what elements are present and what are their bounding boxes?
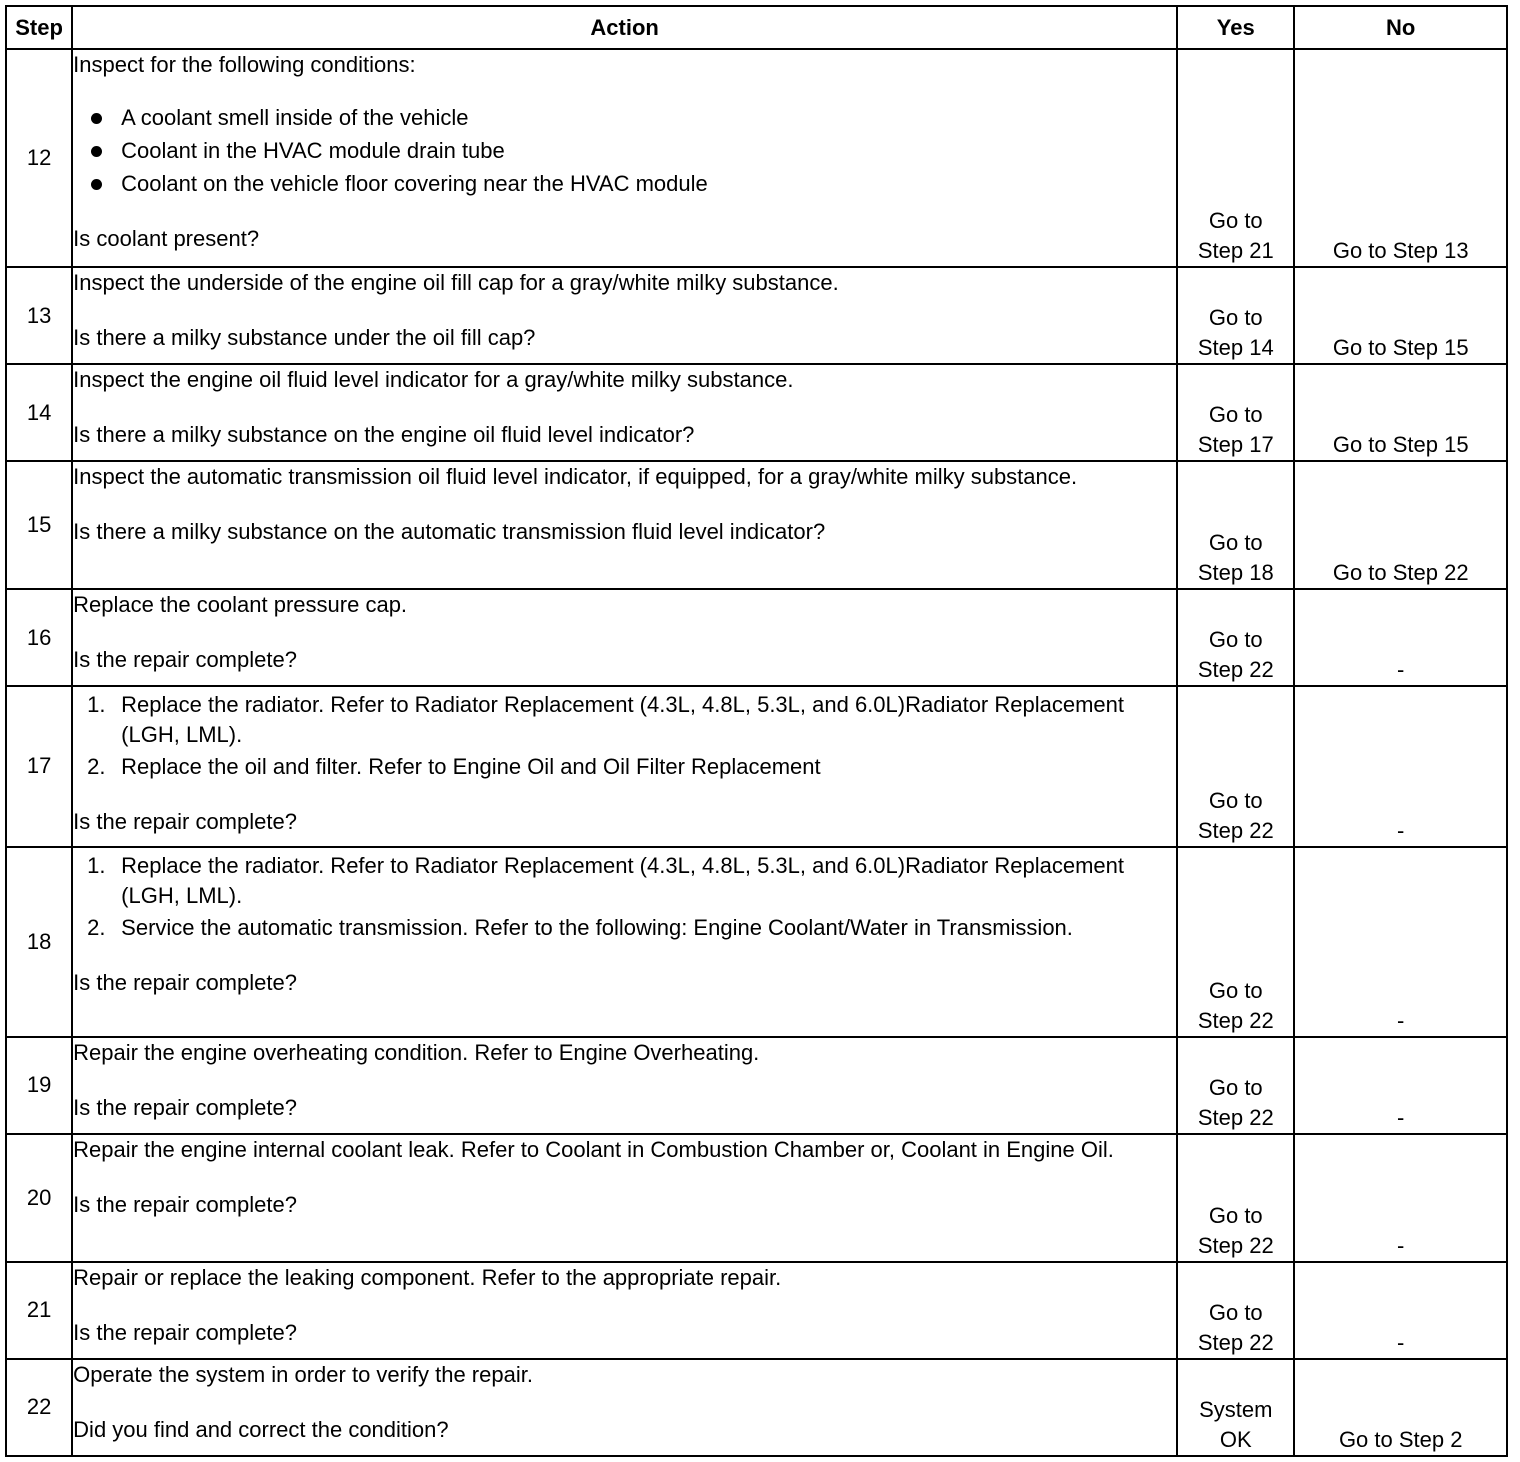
action-question: Is there a milky substance on the automatic transmission fluid level indicator? xyxy=(73,519,826,545)
yes-cell: Go to Step 22 xyxy=(1177,847,1294,1037)
table-row xyxy=(6,589,1507,686)
yes-cell: Go to Step 21 xyxy=(1177,49,1294,267)
numbered-list xyxy=(73,690,1176,782)
action-cell xyxy=(72,461,1177,589)
table-row xyxy=(6,461,1507,589)
no-cell: - xyxy=(1294,1037,1507,1134)
action-text: Inspect for the following conditions: xyxy=(73,52,416,77)
action-question: Is the repair complete? xyxy=(73,969,297,995)
no-cell: Go to Step 2 xyxy=(1294,1359,1507,1456)
bullet-icon xyxy=(91,146,102,157)
step-number: 17 xyxy=(6,686,72,846)
table-row xyxy=(6,1359,1507,1456)
no-cell: - xyxy=(1294,686,1507,846)
bullet-icon xyxy=(91,113,102,124)
action-question: Is the repair complete? xyxy=(73,809,297,835)
action-cell xyxy=(72,1359,1177,1456)
list-item: 2. Service the automatic transmission. Refer to the following: Engine Coolant/Water in Transmission. xyxy=(87,914,1073,940)
table-row xyxy=(6,1134,1507,1262)
no-cell: Go to Step 13 xyxy=(1294,49,1507,267)
action-text: Inspect the underside of the engine oil fill cap for a gray/white milky substance. xyxy=(73,270,839,296)
action-text: Repair or replace the leaking component. Refer to the appropriate repair. xyxy=(73,1264,782,1290)
table-row xyxy=(6,364,1507,461)
action-question: Is there a milky substance under the oil fill cap? xyxy=(73,325,536,351)
list-item: 1. Replace the radiator. Refer to Radiator Replacement (4.3L, 4.8L, 5.3L, and 6.0L)Radiator Replacement (LGH, LML). xyxy=(87,692,1124,748)
list-item: Coolant on the vehicle floor covering near the HVAC module xyxy=(73,169,1176,199)
yes-cell: Go to Step 14 xyxy=(1177,267,1294,364)
action-text: Inspect the automatic transmission oil fluid level indicator, if equipped, for a gray/white milky substance. xyxy=(73,464,1078,490)
header-action: Action xyxy=(72,6,1177,49)
action-text: Repair the engine overheating condition. Refer to Engine Overheating. xyxy=(73,1039,760,1065)
action-cell xyxy=(72,1134,1177,1262)
list-item: 2. Replace the oil and filter. Refer to Engine Oil and Oil Filter Replacement xyxy=(87,754,821,780)
action-text: Replace the coolant pressure cap. xyxy=(73,592,408,618)
action-question: Is the repair complete? xyxy=(73,1319,297,1345)
list-item: A coolant smell inside of the vehicle xyxy=(73,103,1176,133)
action-cell xyxy=(72,364,1177,461)
table-row xyxy=(6,847,1507,1037)
table-row xyxy=(6,1037,1507,1134)
yes-cell: Go to Step 22 xyxy=(1177,1262,1294,1359)
header-yes: Yes xyxy=(1177,6,1294,49)
action-question: Is coolant present? xyxy=(73,226,260,251)
action-question: Is the repair complete? xyxy=(73,1094,297,1120)
table-row xyxy=(6,686,1507,846)
action-question: Is there a milky substance on the engine oil fluid level indicator? xyxy=(73,422,695,448)
table-row xyxy=(6,267,1507,364)
yes-cell: System OK xyxy=(1177,1359,1294,1456)
list-item: 1. Replace the radiator. Refer to Radiator Replacement (4.3L, 4.8L, 5.3L, and 6.0L)Radiator Replacement (LGH, LML). xyxy=(87,852,1124,908)
action-text: Inspect the engine oil fluid level indicator for a gray/white milky substance. xyxy=(73,367,794,393)
header-no: No xyxy=(1294,6,1507,49)
action-question: Did you find and correct the condition? xyxy=(73,1416,449,1442)
no-cell: - xyxy=(1294,1262,1507,1359)
condition-list xyxy=(73,103,1176,199)
table-row xyxy=(6,49,1507,267)
action-cell xyxy=(72,1262,1177,1359)
yes-cell: Go to Step 22 xyxy=(1177,1037,1294,1134)
header-row xyxy=(6,6,1507,49)
step-number: 14 xyxy=(6,364,72,461)
no-cell: Go to Step 22 xyxy=(1294,461,1507,589)
action-cell xyxy=(72,847,1177,1037)
table-row xyxy=(6,1262,1507,1359)
step-number: 16 xyxy=(6,589,72,686)
action-cell xyxy=(72,686,1177,846)
action-cell xyxy=(72,1037,1177,1134)
step-number: 15 xyxy=(6,461,72,589)
step-number: 19 xyxy=(6,1037,72,1134)
step-number: 12 xyxy=(6,49,72,267)
action-question: Is the repair complete? xyxy=(73,647,297,673)
step-number: 13 xyxy=(6,267,72,364)
step-number: 20 xyxy=(6,1134,72,1262)
no-cell: - xyxy=(1294,847,1507,1037)
no-cell: Go to Step 15 xyxy=(1294,267,1507,364)
no-cell: - xyxy=(1294,589,1507,686)
action-cell xyxy=(72,589,1177,686)
action-cell xyxy=(72,267,1177,364)
no-cell: - xyxy=(1294,1134,1507,1262)
step-number: 22 xyxy=(6,1359,72,1456)
action-question: Is the repair complete? xyxy=(73,1191,297,1217)
bullet-icon xyxy=(91,179,102,190)
diagnostic-table xyxy=(5,5,1508,1457)
action-text: Repair the engine internal coolant leak. Refer to Coolant in Combustion Chamber or, Coolant in Engine Oil. xyxy=(73,1136,1114,1162)
yes-cell: Go to Step 22 xyxy=(1177,589,1294,686)
numbered-list xyxy=(73,851,1176,943)
list-item: Coolant in the HVAC module drain tube xyxy=(73,136,1176,166)
yes-cell: Go to Step 22 xyxy=(1177,1134,1294,1262)
yes-cell: Go to Step 18 xyxy=(1177,461,1294,589)
action-cell xyxy=(72,49,1177,267)
action-text: Operate the system in order to verify the repair. xyxy=(73,1361,533,1387)
header-step: Step xyxy=(6,6,72,49)
yes-cell: Go to Step 22 xyxy=(1177,686,1294,846)
no-cell: Go to Step 15 xyxy=(1294,364,1507,461)
yes-cell: Go to Step 17 xyxy=(1177,364,1294,461)
step-number: 18 xyxy=(6,847,72,1037)
step-number: 21 xyxy=(6,1262,72,1359)
